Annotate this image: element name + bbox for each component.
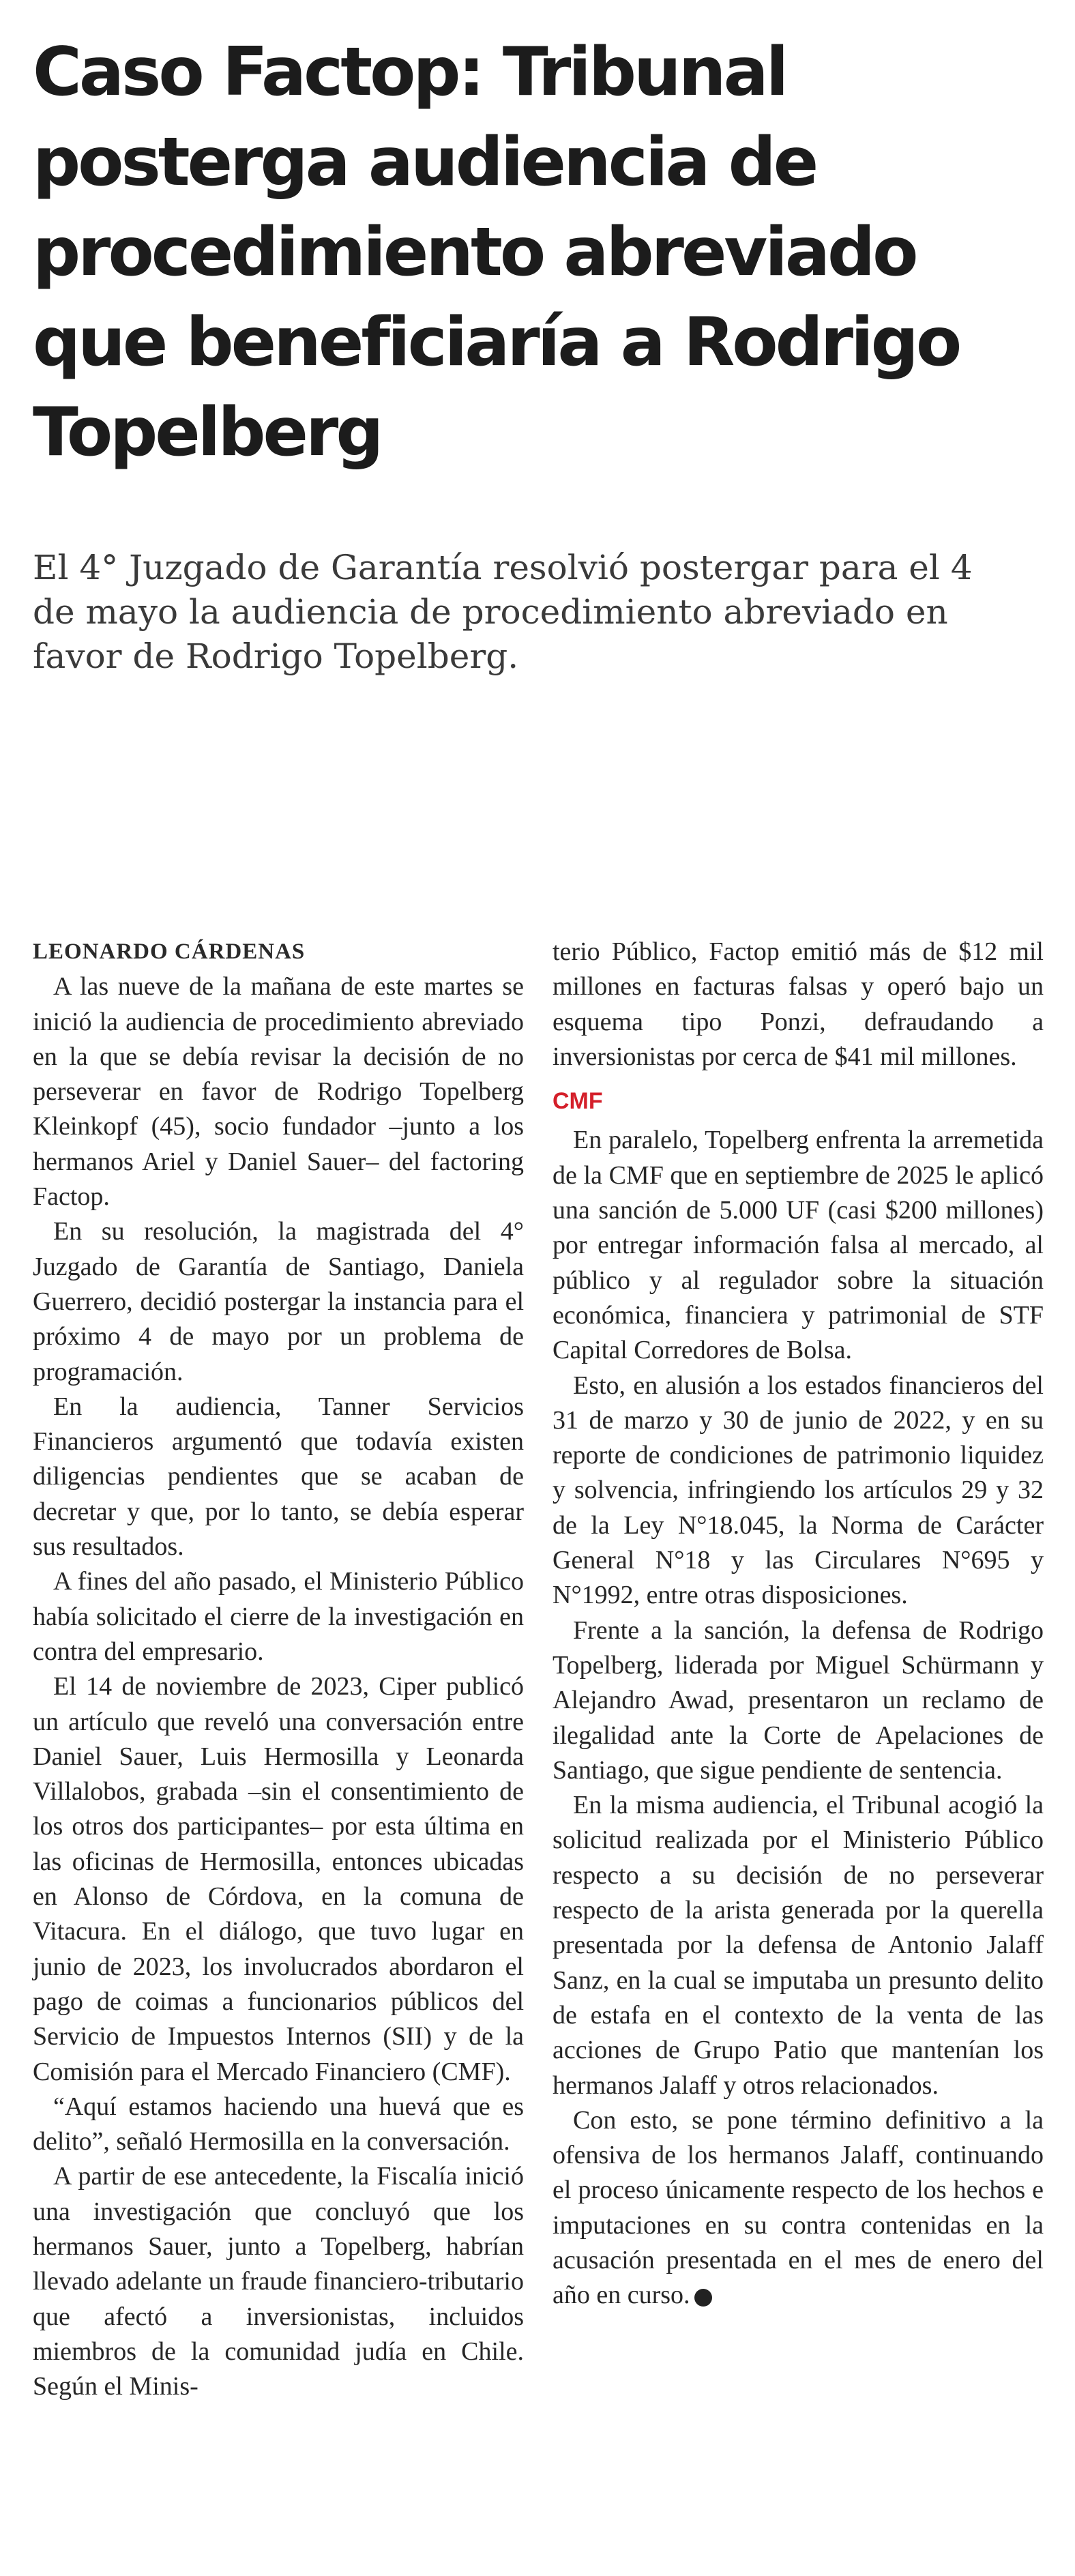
paragraph: En la misma audiencia, el Tribunal acogió la solicitud realizada por el Ministerio Público respecto a su decisión de no perseverar respecto de la arista generada por la querella presentada por la defensa de Antonio Jalaff Sanz, en la cual se imputaba un presunto delito de estafa en el contexto de la venta de las acciones de Grupo Patio que mantenían los hermanos Jalaff y otros relacionados. <box>553 1791 1044 2100</box>
paragraph: Esto, en alusión a los estados financieros del 31 de marzo y 30 de junio de 2022, y en su reporte de condiciones de patrimonio liquidez y solvencia, infringiendo los artículos 29 y 32 de la Ley N°18.045, la Norma de Carácter General N°18 y las Circulares N°695 y N°1992, entre otras disposiciones. <box>553 1371 1044 1610</box>
section-subhead: CMF <box>553 1088 603 1115</box>
paragraph: En paralelo, Topelberg enfrenta la arremetida de la CMF que en septiembre de 2025 le aplicó una sanción de 5.000 UF (casi $200 millones) por entregar información falsa al mercado, al público y al regulador sobre la situación económica, financiera y patrimonial de STF Capital Corredores de Bolsa. <box>553 1126 1044 1365</box>
right-column <box>553 935 1044 2313</box>
paragraph: A fines del año pasado, el Ministerio Público había solicitado el cierre de la investigación en contra del empresario. <box>33 1567 524 1666</box>
headline: Caso Factop: Tribunal posterga audiencia de procedimiento abreviado que beneficiaría a Rodrigo Topelberg <box>33 33 960 471</box>
end-mark-icon: P <box>694 2289 712 2307</box>
paragraph: Frente a la sanción, la defensa de Rodrigo Topelberg, liderada por Miguel Schürmann y Alejandro Awad, presentaron un reclamo de ilegalidad ante la Corte de Apelaciones de Santiago, que sigue pendiente de sentencia. <box>553 1615 1044 1785</box>
deck: El 4° Juzgado de Garantía resolvió postergar para el 4 de mayo la audiencia de procedimiento abreviado en favor de Rodrigo Topelberg. <box>33 548 973 676</box>
paragraph-last <box>553 2103 1044 2313</box>
paragraph: A las nueve de la mañana de este martes se inició la audiencia de procedimiento abreviado en la que se debía revisar la decisión de no perseverar en favor de Rodrigo Topelberg Kleinkopf (45), socio fundador –junto a los hermanos Ariel y Daniel Sauer– del factoring Factop. <box>33 972 524 1212</box>
paragraph: A partir de ese antecedente, la Fiscalía inició una investigación que concluyó que los hermanos Sauer, junto a Topelberg, habrían llevado adelante un fraude financiero-tributario que afectó a inversionistas, incluidos miembros de la comunidad judía en Chile. Según el Minis- <box>33 2162 524 2401</box>
paragraph-text: Con esto, se pone término definitivo a la ofensiva de los hermanos Jalaff, continuando el proceso únicamente respecto de los hechos e imputaciones en su contra contenidas en la acusación presentada en el mes de enero del año en curso. <box>553 2105 1044 2310</box>
left-column <box>33 935 524 2404</box>
paragraph: En la audiencia, Tanner Servicios Financieros argumentó que todavía existen diligencias pendientes que se acaban de decretar y que, por lo tanto, se debía esperar sus resultados. <box>33 1392 524 1562</box>
paragraph-continuation: terio Público, Factop emitió más de $12 mil millones en facturas falsas y operó bajo un esquema tipo Ponzi, defraudando a inversionistas por cerca de $41 mil millones. <box>553 937 1044 1071</box>
paragraph: El 14 de noviembre de 2023, Ciper publicó un artículo que reveló una conversación entre Daniel Sauer, Luis Hermosilla y Leonarda Villalobos, grabada –sin el consentimiento de los otros dos participantes– por esta última en las oficinas de Hermosilla, entonces ubicadas en Alonso de Córdova, en la comuna de Vitacura. En el diálogo, que tuvo lugar en junio de 2023, los involucrados abordaron el pago de coimas a funcionarios públicos del Servicio de Impuestos Internos (SII) y de la Comisión para el Mercado Financiero (CMF). <box>33 1672 524 2086</box>
paragraph: “Aquí estamos haciendo una huevá que es delito”, señaló Hermosilla en la conversación. <box>33 2092 524 2156</box>
paragraph: En su resolución, la magistrada del 4° Juzgado de Garantía de Santiago, Daniela Guerrero, decidió postergar la instancia para el próximo 4 de mayo por un problema de programación. <box>33 1217 524 1386</box>
byline: LEONARDO CÁRDENAS <box>33 939 306 964</box>
